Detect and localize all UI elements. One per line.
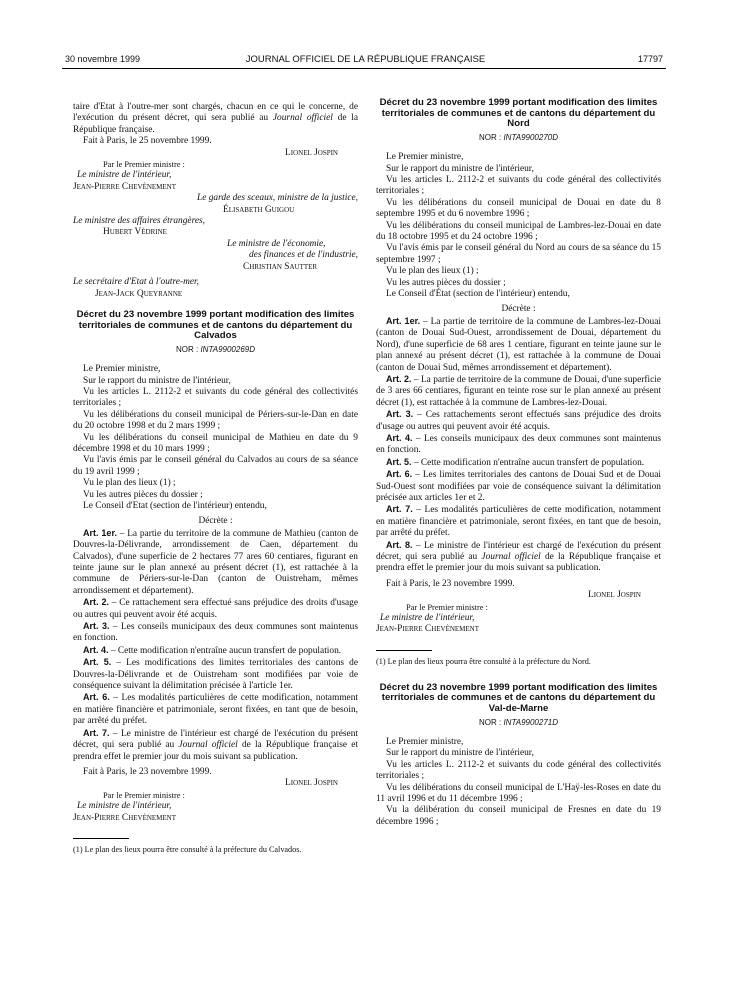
economy-minister-name: Christian Sautter [243,261,318,272]
article-paragraph: Art. 7. – Les modalités particulières de cette modification, notamment en matière financière et patrimoniale, seront fixées, en tant que de besoin, par arrêté du préfet. [376,504,661,539]
visa-line: Sur le rapport du ministre de l'intérieur, [386,748,534,759]
visa-line: Vu les délibérations du conseil municipal de Mathieu en date du 9 décembre 1998 et du 10 mars 1999 ; [73,432,358,454]
decree-title-calvados: Décret du 23 novembre 1999 portant modification des limites territoriales de communes et de cantons du département du Calvados [76,308,355,342]
economy-minister-title-2: des finances et de l'industrie, [248,250,358,261]
footnote-calvados: (1) Le plan des lieux pourra être consulté à la préfecture du Calvados. [73,844,302,854]
by-prime-minister-2: Par le Premier ministre : [103,790,185,800]
done-at-paris-2: Fait à Paris, le 23 novembre 1999. [83,766,212,777]
visa-line: Vu les autres pièces du dossier ; [386,277,506,288]
visa-line: Vu les articles L. 2112-2 et suivants du code général des collectivités territoriales ; [376,175,661,197]
outremer-secretary-title: Le secrétaire d'Etat à l'outre-mer, [73,277,199,288]
garde-des-sceaux-name: Élisabeth Guigou [223,204,295,215]
article-paragraph: Art. 1er. – La partie de territoire de la commune de Lambres-lez-Douai (canton de Douai Sud-Ouest, arrondissement de Douai, département du Nord), d'une superficie de 68 ares 1 centiare, figurant en teinte jaune sur le plan annexé au présent décret (1), est rattachée à la commune de Douai (canton de Douai Sud, mêmes arrondissement et département). [376,315,661,373]
outremer-secretary-name: Jean-Jack Queyranne [95,288,183,299]
article-paragraph: Art. 3. – Ces rattachements seront effectués sans préjudice des droits d'usage ou autres qui peuvent avoir été acquis. [376,409,661,432]
visa-line: Vu les articles L. 2112-2 et suivants du code général des collectivités territoriales ; [376,759,661,782]
economy-minister-title-1: Le ministre de l'économie, [227,238,326,249]
articles-list-calvados [73,528,358,728]
visa-line: Vu les articles L. 2112-2 et suivants du code général des collectivités territoriales ; [73,386,358,409]
article-paragraph: Art. 2. – La partie de territoire de la commune de Douai, d'une superficie de 3 ares 66 centiares, figurant en teinte rose sur le plan annexé au présent décret (1), est rattachée à la commune de Lambres-lez-Douai. [376,373,662,408]
visa-line: Vu le plan des lieux (1) ; [83,478,176,489]
left-column [73,102,358,855]
minister-interior-title-nord: Le ministre de l'intérieur, [380,613,475,624]
visas-list-val-de-marne [376,737,661,828]
by-prime-minister: Par le Premier ministre : [103,160,185,170]
article-paragraph: Art. 1er. – La partie du territoire de la commune de Mathieu (canton de Douvres-la-Délivrande, arrondissement de Caen, département du Calvados), d'une superficie de 2 hectares 77 ares 60 centiares, figurant en teinte jaune sur le plan annexé au présent décret (1), est rattachée à la commune de Périers-sur-le-Dan (canton de Ouistreham, mêmes arrondissement et département). [73,527,358,596]
minister-interior-name-nord: Jean-Pierre Chevènement [376,624,480,635]
minister-interior-name: Jean-Pierre Chevènement [73,181,177,192]
article-paragraph: Art. 3. – Les conseils municipaux des deux communes sont maintenus en fonction. [73,621,358,644]
footnote-nord: (1) Le plan des lieux pourra être consulté à la préfecture du Nord. [376,656,591,666]
visa-line: Vu les délibérations du conseil municipal de Périers-sur-le-Dan en date du 20 octobre 1998 et du 2 mars 1999 ; [73,409,358,432]
foreign-minister-title: Le ministre des affaires étrangères, [73,216,206,227]
minister-interior-name-2: Jean-Pierre Chevènement [73,812,177,823]
minister-interior-title: Le ministre de l'intérieur, [77,170,172,181]
visa-line: Le Premier ministre, [83,364,161,375]
visa-line: Vu les délibérations du conseil municipal de Douai en date du 8 septembre 1995 et du 6 novembre 1996 ; [376,197,661,220]
decree-title-val-de-marne: Décret du 23 novembre 1999 portant modification des limites territoriales de communes et de cantons du département du Val-de-Marne [379,681,658,715]
visa-line: Vu l'avis émis par le conseil général du Nord au cours de sa séance du 15 septembre 1997 ; [376,243,661,265]
garde-des-sceaux-title: Le garde des sceaux, ministre de la justice, [197,193,358,204]
visa-line: Vu le plan des lieux (1) ; [386,266,479,277]
article-paragraph: Art. 5. – Cette modification n'entraîne aucun transfert de population. [386,456,645,468]
visa-line: Vu l'avis émis par le conseil général du Calvados au cours de sa séance du 19 avril 1999 ; [73,455,358,477]
done-at-paris: Fait à Paris, le 25 novembre 1999. [83,136,212,147]
visa-line: Vu la délibération du conseil municipal de Fresnes en date du 19 décembre 1996 ; [376,805,661,827]
nor-reference-val-de-marne: NOR : INTA9900271D [478,717,559,727]
visa-line: Le Conseil d'Etat (section de l'intérieur) entendu, [83,500,267,511]
header-journal-title: JOURNAL OFFICIEL DE LA RÉPUBLIQUE FRANÇAISE [245,54,486,65]
footnote-rule-nord [376,650,432,651]
visa-line: Vu les délibérations du conseil municipal de L'Haÿ-les-Roses en date du 11 avril 1996 et du 11 décembre 1996 ; [376,782,661,805]
visa-line: Sur le rapport du ministre de l'intérieur, [83,375,231,386]
article-paragraph: Art. 5. – Les modifications des limites territoriales des cantons de Douvres-la-Délivrande et de Ouistreham sont modifiées par voie de conséquence suivant la délimitation précisée à l'article 1er. [73,657,358,692]
done-at-paris-nord: Fait à Paris, le 23 novembre 1999. [386,578,515,589]
header-rule [62,68,666,69]
article-paragraph: Art. 4. – Les conseils municipaux des deux communes sont maintenus en fonction. [376,432,661,456]
right-column [376,98,661,828]
decrete-heading-nord: Décrète : [501,304,536,315]
articles-list-nord [376,316,661,540]
article-paragraph: Art. 2. – Ce rattachement sera effectué sans préjudice des droits d'usage ou autres qui peuvent avoir été acquis. [73,597,359,620]
signer-name: Lionel Jospin [285,147,338,158]
article-7-calvados: Art. 7. – Le ministre de l'intérieur est chargé de l'exécution du présent décret, qui sera publié au Journal officiel de la République française et prendra effet le premier jour du mois suivant sa publication. [73,727,359,762]
header-date: 30 novembre 1999 [65,54,141,64]
header-page-number: 17797 [637,54,663,64]
signer-name-2: Lionel Jospin [285,778,338,789]
minister-interior-title-2: Le ministre de l'intérieur, [77,801,172,812]
decree-title-nord: Décret du 23 novembre 1999 portant modification des limites territoriales de communes et de cantons du département du Nord [379,97,658,130]
visas-list-nord [376,152,661,300]
nor-reference-calvados: NOR : INTA9900269D [175,344,256,354]
signer-name-nord: Lionel Jospin [588,590,641,601]
decrete-heading: Décrète : [198,516,233,527]
by-prime-minister-nord: Par le Premier ministre : [406,602,488,612]
visa-line: Le Conseil d'État (section de l'intérieur) entendu, [386,289,570,300]
footnote-rule [73,838,129,839]
visa-line: Vu les autres pièces du dossier ; [83,489,203,500]
intro-paragraph: taire d'Etat à l'outre-mer sont chargés, chacun en ce qui le concerne, de l'exécution du présent décret, qui sera publié au Journal officiel de la République française. [73,102,359,135]
article-paragraph: Art. 6. – Les limites territoriales des cantons de Douai Sud et de Douai Sud-Ouest sont modifiées par voie de conséquence suivant la délimitation précisée aux articles 1er et 2. [376,469,661,503]
article-paragraph: Art. 6. – Les modalités particulières de cette modification, notamment en matière financière et patrimoniale, seront fixées, en tant que de besoin, par arrêté du préfet. [73,692,358,727]
visa-line: Vu les délibérations du conseil municipal de Lambres-lez-Douai en date du 18 octobre 1995 et du 24 octobre 1996 ; [376,220,661,243]
nor-reference-nord: NOR : INTA9900270D [478,132,559,142]
visa-line: Sur le rapport du ministre de l'intérieur, [386,163,534,174]
article-8-nord: Art. 8. – Le ministre de l'intérieur est chargé de l'exécution du présent décret, qui sera publié au Journal officiel de la République française et prendra effet le premier jour du mois suivant sa publication. [376,539,662,574]
visas-list-calvados [73,364,358,512]
visa-line: Le Premier ministre, [386,152,464,163]
article-paragraph: Art. 4. – Cette modification n'entraîne aucun transfert de population. [83,644,342,656]
foreign-minister-name: Hubert Védrine [103,227,167,238]
visa-line: Le Premier ministre, [386,737,464,748]
